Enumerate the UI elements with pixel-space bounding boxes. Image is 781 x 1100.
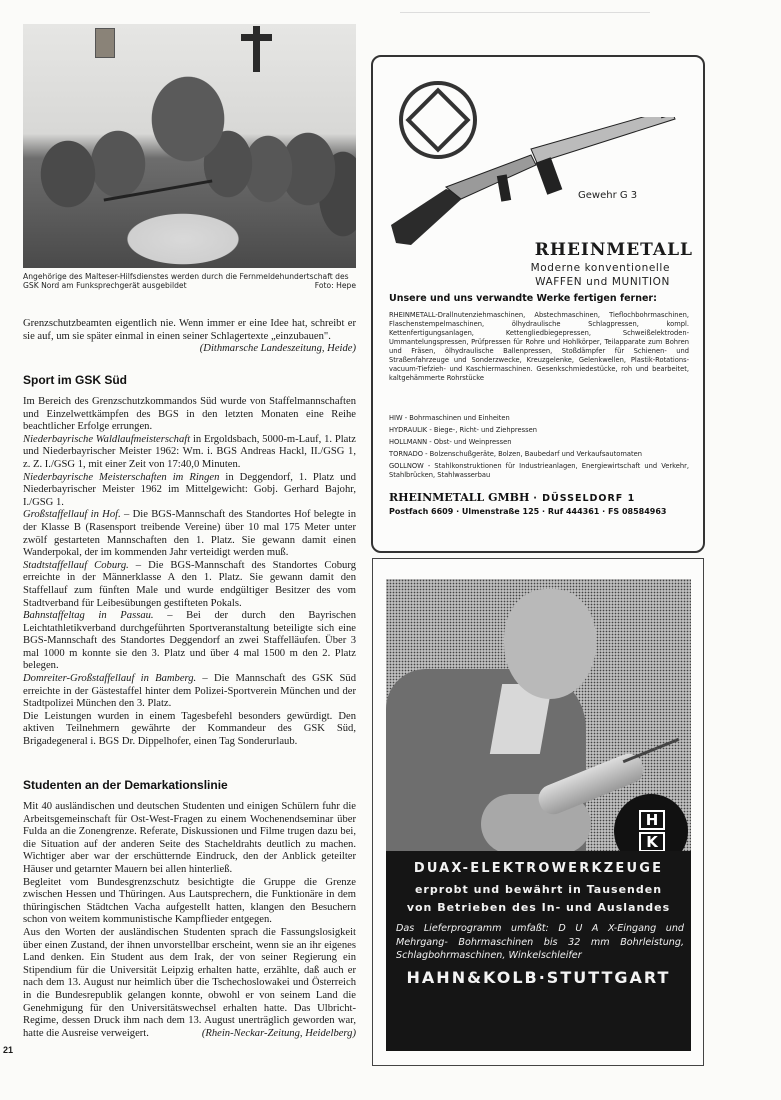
duax-advertisement <box>372 558 704 1066</box>
radio-antenna <box>104 179 213 201</box>
students-article <box>23 801 356 1040</box>
sport-item-text: in Ergoldsbach, 5000-m-Lauf, 1. Platz und Niederbayrischer Meister 1962: Wm. i. BGS Andreas Hackl, II./GSG 1, z. Z. I./GSG 1, mit einer Zeit von 17:40,0 Minuten. <box>23 433 356 470</box>
subsidiaries-list <box>389 414 689 483</box>
company-line <box>389 491 689 504</box>
sport-item <box>23 673 356 711</box>
cross-icon <box>253 26 260 72</box>
page-number: 21 <box>3 1045 14 1055</box>
caption-text: Angehörige des Malteser-Hilfsdienstes werden durch die Fernmeldehundertschaft des GSK Nord am Funksprechgerät ausgebildet <box>23 272 349 290</box>
photo-credit: Foto: Hepe <box>314 281 356 290</box>
sport-intro: Im Bereich des Grenzschutzkommandos Süd wurde von Staffelmannschaften und Einzelwettkämpfen des BGS in den letzten Monaten eine Reihe beachtlicher Erfolge errungen. <box>23 396 356 433</box>
sport-item-title: Großstaffellauf in Hof. <box>23 509 121 521</box>
subsidiary-item: HIW - Bohrmaschinen und Einheiten <box>389 414 510 422</box>
ad-company: HAHN&KOLB·STUTTGART <box>406 968 671 987</box>
company-name: RHEINMETALL GMBH <box>389 491 530 504</box>
ad-line-2: erprobt und bewährt in Tausenden <box>414 883 663 896</box>
wall-picture <box>95 28 115 58</box>
hk-logo-icon <box>614 794 688 851</box>
sport-item <box>23 560 356 610</box>
drill-bit <box>623 738 680 763</box>
ad-headline: DUAX-ELEKTROWERKZEUGE <box>413 861 664 876</box>
section-heading-sport: Sport im GSK Süd <box>23 373 128 387</box>
students-paragraph <box>23 927 356 1040</box>
students-paragraph: Mit 40 ausländischen und deutschen Studenten und einigen Schülern fuhr die Arbeitsgemeinschaft für Ost-West-Fragen zu einem Wochenendseminar über Fulda an die Zonengrenze. Referate, Diskussionen und Filme trugen dazu bei, die Situation auf der anderen Seite des Stacheldrahts deutlich zu machen. Wichtiger aber war der erschütternde Eindruck, den der Anblick geteilter Häuser und getarnter Mauern bei allen hinterließ. <box>23 801 356 875</box>
sport-item <box>23 434 356 472</box>
sport-item <box>23 472 356 510</box>
sport-item-title: Bahnstaffeltag in Passau. <box>23 610 154 622</box>
students-p3-text: Aus den Worten der ausländischen Studenten sprach die Fassungslosigkeit über einen Zustand, der ihnen unvorstellbar erscheint, wenn sie an ihr eigenes Land denken. Ein Student aus dem Irak, der von seiner Regierung ein Stipendium für die Universität Leipzig erhalten hatte, erzählte, daß auch er nach dem 13. August nur heimlich über die Tschechoslowakei und Österreich in die Bundesrepublik gelangen konnte, obwohl er von seinem Land die Genehmigung für den Universitätswechsel erhalten hatte. Das Ulbricht-Regime, dessen Druck ihm nach dem 13. August unerträglich geworden war, hatte die Ausreise verweigert. <box>23 926 356 1039</box>
sport-closing: Die Leistungen wurden in einem Tagesbefehl besonders gewürdigt. Den aktiven Teilnehmern gewährte der Kommandeur des GSK Süd, Brigadegeneral i. BGS Dr. Dippelhofer, einen Tag Sonderurlaub. <box>23 710 356 748</box>
man-head <box>504 589 596 699</box>
products-body: RHEINMETALL-Drallnutenziehmaschinen, Abstechmaschinen, Tieflochbohrmaschinen, Flaschenstempelmaschinen, ölhydraulische Schlagpressen, kompl. Kettenfertigungsanlagen, Kettengliedbiegepressen, Schweißelektroden-Ummantelungspressen, Prüfpressen für Rohre und Hohlkörper, Teilapparate zum Bohren und Fräsen, ölhydraulische Ballenpressen, Stoßdämpfer für Schienen- und Straßenfahrzeuge und Sonderzwecke, Kreuzgelenke, Gelenkwellen, Plastik-Rotations-vacuum-Tiefzieh- und Kaschiermaschinen. Gesenkschmiedestücke, roh und bearbeitet, kaltgehämmerte Rohrstücke <box>389 311 689 382</box>
sport-item <box>23 610 356 673</box>
photo-caption <box>23 272 356 290</box>
ad-body: Das Lieferprogramm umfaßt: D U A X-Eingang und Mehrgang- Bohrmaschinen bis 32 mm Bohrleistung, Schlagbohrmaschinen, Winkelschleifer <box>396 923 684 961</box>
ad-photo-man-with-drill <box>386 579 691 851</box>
sport-item-text: – Bei der durch den Bayrischen Leichtathletikverband durchgeführten Sportveranstaltung beteiligte sich eine BGS-Mannschaft des Standortes Deggendorf an zwei Staffelläufen. Über 3 mal 1000 m konnte sie den 3. Platz und über 4 mal 1500 m den 2. Platz belegen. <box>23 610 356 672</box>
sport-item-title: Stadtstaffellauf Coburg. <box>23 559 129 571</box>
sport-item-title: Niederbayrische Waldlaufmeisterschaft <box>23 433 191 445</box>
subsidiary-item: HYDRAULIK - Biege-, Richt- und Ziehpressen <box>389 426 537 434</box>
product-label: Gewehr G 3 <box>578 190 638 201</box>
subsidiary-item: TORNADO - Bolzenschußgeräte, Bolzen, Baubedarf und Verkaufsautomaten <box>389 450 642 458</box>
ad-text-panel <box>386 851 691 1051</box>
sport-item-title: Domreiter-Großstaffellauf in Bamberg. <box>23 673 197 685</box>
sport-item-text: – Die BGS-Mannschaft des Standortes Coburg erreichte in der Männerklasse A den 1. Platz. Sie gewann damit den Staffellauf zum fünften Male und wurde endgültiger Besitzer des vom Stadtverband für Leibesübungen gestifteten Pokals. <box>23 559 356 609</box>
article-photo <box>23 24 356 268</box>
company-address: Postfach 6609 · Ulmenstraße 125 · Ruf 444361 · FS 08584963 <box>389 507 667 516</box>
students-paragraph: Begleitet vom Bundesgrenzschutz besichtigte die Gruppe die Grenze zwischen Hessen und Thüringen. Aus Lautsprechern, die Funktionäre in dem thüringischen Städtchen Vacha aufgestellt hatten, klangen den Besuchern schon von weitem kommunistische Kampflieder entgegen. <box>23 876 356 926</box>
students-source: (Rhein-Neckar-Zeitung, Heidelberg) <box>201 1027 356 1039</box>
sport-item <box>23 509 356 559</box>
rheinmetall-advertisement <box>371 55 705 553</box>
brand-title: RHEINMETALL <box>534 240 693 260</box>
subsidiary-item: HOLLMANN - Obst- und Weinpressen <box>389 438 512 446</box>
section-heading-students: Studenten an der Demarkationslinie <box>23 778 228 792</box>
sport-item-text: in Deggendorf, 1. Platz und Niederbayrischer Meister 1962 im Mittelgewicht: Gobj. Gerhard Bajohr, I./GSG 1. <box>23 471 357 508</box>
company-city: · DÜSSELDORF 1 <box>533 493 636 504</box>
logo-k: K <box>639 832 665 851</box>
sport-item-text: – Die BGS-Mannschaft des Standortes Hof belegte in der Klasse B (Rasensport treibende Vereine) über 10 mal 175 Meter unter zwölf gestarteten Mannschaften den 1. Platz. Sie gewann damit einen Wanderpokal, der im kommenden Jahr verteidigt werden muß. <box>23 509 356 559</box>
tagline-1: Moderne konventionelle <box>530 262 670 274</box>
intro-source: (Dithmarsche Landeszeitung, Heide) <box>199 343 356 355</box>
cross-icon-bar <box>241 34 272 41</box>
sport-article <box>23 396 356 749</box>
ad-line-3: von Betrieben des In- und Auslandes <box>406 901 671 914</box>
intro-paragraph <box>23 318 356 356</box>
products-subheading: Unsere und uns verwandte Werke fertigen ferner: <box>389 293 657 304</box>
logo-h: H <box>639 810 665 830</box>
sport-item-title: Niederbayrische Meisterschaften im Ringen <box>23 471 220 483</box>
tagline-2: WAFFEN und MUNITION <box>535 276 670 288</box>
sport-item-text: – Die Mannschaft des GSK Süd erreichte in der Gästestaffel hinter dem Polizei-Sportverein München und der Stadtpolizei München den 3. Platz. <box>23 673 356 710</box>
subsidiary-item: GOLLNOW - Stahlkonstruktionen für Industrieanlagen, Energiewirtschaft und Verkehr, Stahlbrücken, Stahlwasserbau <box>389 462 689 479</box>
intro-text: Grenzschutzbeamten eigentlich nie. Wenn immer er eine Idee hat, schreibt er sie auf, um sie später einmal in einen seiner Schlagertexte „einzubauen". <box>23 318 356 342</box>
scan-artifact-line <box>400 12 650 13</box>
rifle-g3-icon <box>391 117 691 247</box>
